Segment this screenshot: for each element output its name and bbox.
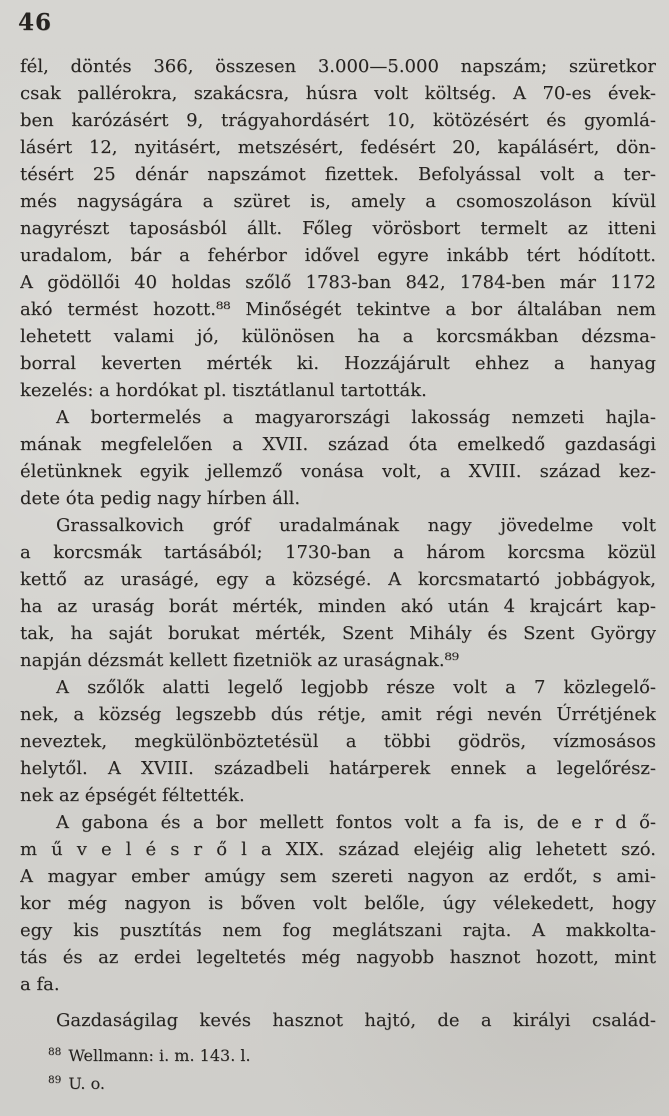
footnote: $^{89}$ U. o. xyxy=(48,1073,105,1093)
footnote: $^{88}$ Wellmann: i. m. 143. l. xyxy=(48,1045,251,1065)
text-line: egy kis pusztítás nem fog meglátszani rajta. A makkolta- xyxy=(20,920,656,941)
paragraph xyxy=(20,809,656,998)
paragraph xyxy=(20,674,656,809)
text-line: Gazdaságilag kevés hasznot hajtó, de a királyi család- xyxy=(56,1010,656,1031)
text-line: neveztek, megkülönböztetésül a többi gödrös, vízmosásos xyxy=(20,731,656,752)
text-line: ben karózásért 9, trágyahordásért 10, kötözésért és gyomlá- xyxy=(20,110,656,131)
page-number: 46 xyxy=(18,9,53,36)
text-line: lehetett valami jó, különösen ha a korcsmákban dézsma- xyxy=(20,326,656,347)
text-line: nek, a község legszebb dús rétje, amit régi nevén Úrrétjének xyxy=(20,704,656,725)
text-line: akó termést hozott.⁸⁸ Minőségét tekintve a bor általában nem xyxy=(20,299,656,320)
paragraph xyxy=(20,404,656,512)
text-line: uradalom, bár a fehérbor idővel egyre inkább tért hódított. xyxy=(20,245,656,266)
text-line: napján dézsmát kellett fizetniök az uraságnak.⁸⁹ xyxy=(20,650,459,671)
text-line: dete óta pedig nagy hírben áll. xyxy=(20,488,301,509)
text-line: fél, döntés 366, összesen 3.000—5.000 napszám; szüretkor xyxy=(20,56,656,77)
text-line: nagyrészt taposásból állt. Főleg vörösbort termelt az itteni xyxy=(20,218,656,239)
text-line: kor még nagyon is bőven volt belőle, úgy vélekedett, hogy xyxy=(20,893,656,914)
footnotes xyxy=(48,1042,251,1098)
text-line: kettő az uraságé, egy a községé. A korcsmatartó jobbágyok, xyxy=(20,569,656,590)
text-line: helytől. A XVIII. századbeli határperek ennek a legelőrész- xyxy=(20,758,656,779)
text-line: a korcsmák tartásából; 1730-ban a három korcsma közül xyxy=(20,542,656,563)
text-line: A gabona és a bor mellett fontos volt a fa is, de e r d ő- xyxy=(56,812,656,833)
text-line: mának megfelelően a XVII. század óta emelkedő gazdasági xyxy=(20,434,656,455)
text-line: m ű v e l é s r ő l a XIX. század elejéig alig lehetett szó. xyxy=(20,839,656,860)
text-line: A gödöllői 40 holdas szőlő 1783-ban 842, 1784-ben már 1172 xyxy=(20,272,656,293)
text-line: tésért 25 dénár napszámot fizettek. Befolyással volt a ter- xyxy=(20,164,656,185)
text-line: kezelés: a hordókat pl. tisztátlanul tartották. xyxy=(20,380,427,401)
text-line: csak pallérokra, szakácsra, húsra volt költség. A 70-es évek- xyxy=(20,83,656,104)
footnote-marker: 89 xyxy=(48,1073,62,1086)
text-line: ha az uraság borát mérték, minden akó után 4 krajcárt kap- xyxy=(20,596,656,617)
text-line: lásért 12, nyitásért, metszésért, fedésért 20, kapálásért, dön- xyxy=(20,137,656,158)
text-block xyxy=(20,53,656,1034)
paragraph xyxy=(20,1007,656,1034)
text-line: més nagyságára a szüret is, amely a csomoszoláson kívül xyxy=(20,191,656,212)
paragraph xyxy=(20,512,656,674)
text-line: a fa. xyxy=(20,974,60,995)
text-line: életünknek egyik jellemző vonása volt, a XVIII. század kez- xyxy=(20,461,656,482)
text-line: A magyar ember amúgy sem szereti nagyon az erdőt, s ami- xyxy=(20,866,656,887)
text-line: Grassalkovich gróf uradalmának nagy jövedelme volt xyxy=(56,515,656,536)
text-line: A bortermelés a magyarországi lakosság nemzeti hajla- xyxy=(56,407,656,428)
text-line: A szőlők alatti legelő legjobb része volt a 7 közlegelő- xyxy=(56,677,656,698)
text-line: borral keverten mérték ki. Hozzájárult ehhez a hanyag xyxy=(20,353,656,374)
text-line: tás és az erdei legeltetés még nagyobb hasznot hozott, mint xyxy=(20,947,656,968)
paragraph xyxy=(20,53,656,404)
text-line: nek az épségét féltették. xyxy=(20,785,245,806)
footnote-marker: 88 xyxy=(48,1045,62,1058)
text-line: tak, ha saját borukat mérték, Szent Mihály és Szent György xyxy=(20,623,656,644)
